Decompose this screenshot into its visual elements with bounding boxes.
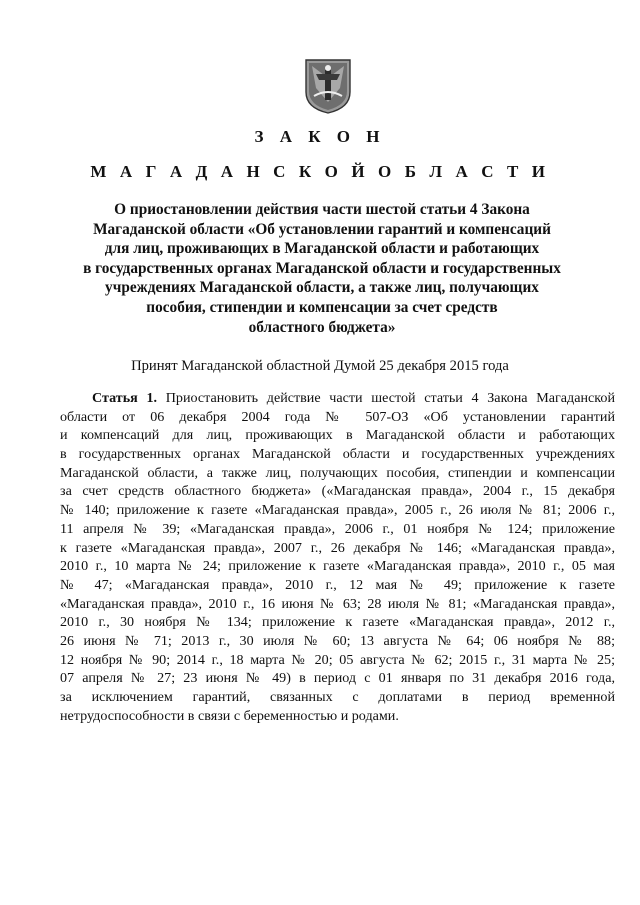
title-line: О приостановлении действия части шестой статьи 4 Закона [114, 201, 530, 218]
title-line: областного бюджета» [248, 318, 396, 336]
article-line: и компенсаций для лиц, проживающих в Магаданской области и работающих [60, 427, 615, 444]
article-line: № 47; «Магаданская правда», 2010 г., 12 мая № 49; приложение к газете [60, 576, 615, 593]
region-heading: М А Г А Д А Н С К О Й О Б Л А С Т И [90, 162, 550, 181]
article-line: № 140; приложение к газете «Магаданская правда», 2005 г., 26 июля № 81; 2006 г., [60, 502, 615, 519]
article-line: за исключением гарантий, связанных с доплатами в период временной [60, 689, 615, 705]
article-line: области от 06 декабря 2004 года № 507-ОЗ «Об установлении гарантий [60, 408, 615, 425]
article-line: 12 ноября № 90; 2014 г., 18 марта № 20; 05 августа № 62; 2015 г., 31 марта № 25; [60, 651, 615, 668]
article-line: нетрудоспособности в связи с беременностью и родами. [60, 707, 399, 724]
adoption-note: Принят Магаданской областной Думой 25 декабря 2015 года [131, 358, 509, 374]
article-line: за счет средств областного бюджета» («Магаданская правда», 2004 г., 15 декабря [60, 483, 615, 500]
article-line: к газете «Магаданская правда», 2007 г., 26 декабря № 146; «Магаданская правда», [60, 539, 615, 556]
article-line: 11 апреля № 39; «Магаданская правда», 2006 г., 01 ноября № 124; приложение [60, 520, 615, 537]
article-line: 26 июня № 71; 2013 г., 30 июля № 60; 13 августа № 64; 06 ноября № 88; [60, 632, 615, 649]
article-1 [60, 389, 615, 725]
article-line: 2010 г., 30 ноября № 134; приложение к газете «Магаданская правда», 2012 г., [60, 614, 615, 631]
article-line: 07 апреля № 27; 23 июня № 49) в период с 01 января по 31 декабря 2016 года, [60, 670, 615, 687]
law-title [40, 200, 604, 337]
title-line: в государственных органах Магаданской области и государственных [83, 259, 561, 277]
article-line: 2010 г., 10 марта № 24; приложение к газете «Магаданская правда», 2010 г., 05 мая [60, 558, 615, 575]
article-line: Магаданской области, а также лиц, получающих пособия, стипендии и компенсации [60, 464, 615, 481]
article-line [60, 389, 615, 408]
title-line: для лиц, проживающих в Магаданской области и работающих [104, 240, 540, 258]
article-label: Статья 1. [92, 390, 158, 406]
article-line: «Магаданская правда», 2010 г., 16 июня № 63; 28 июля № 81; «Магаданская правда», [60, 595, 615, 612]
title-line: Магаданской области «Об установлении гарантий и компенсаций [93, 220, 551, 238]
document-type-heading: З А К О Н [254, 127, 386, 146]
coat-of-arms-emblem [304, 58, 352, 114]
article-text: Приостановить действие части шестой статьи 4 Закона Магаданской [157, 390, 615, 406]
title-line: пособия, стипендии и компенсации за счет средств [146, 298, 498, 316]
title-line: учреждениях Магаданской области, а также лиц, получающих [105, 279, 539, 297]
article-line: в государственных органах Магаданской области и государственных учреждениях [60, 446, 615, 463]
